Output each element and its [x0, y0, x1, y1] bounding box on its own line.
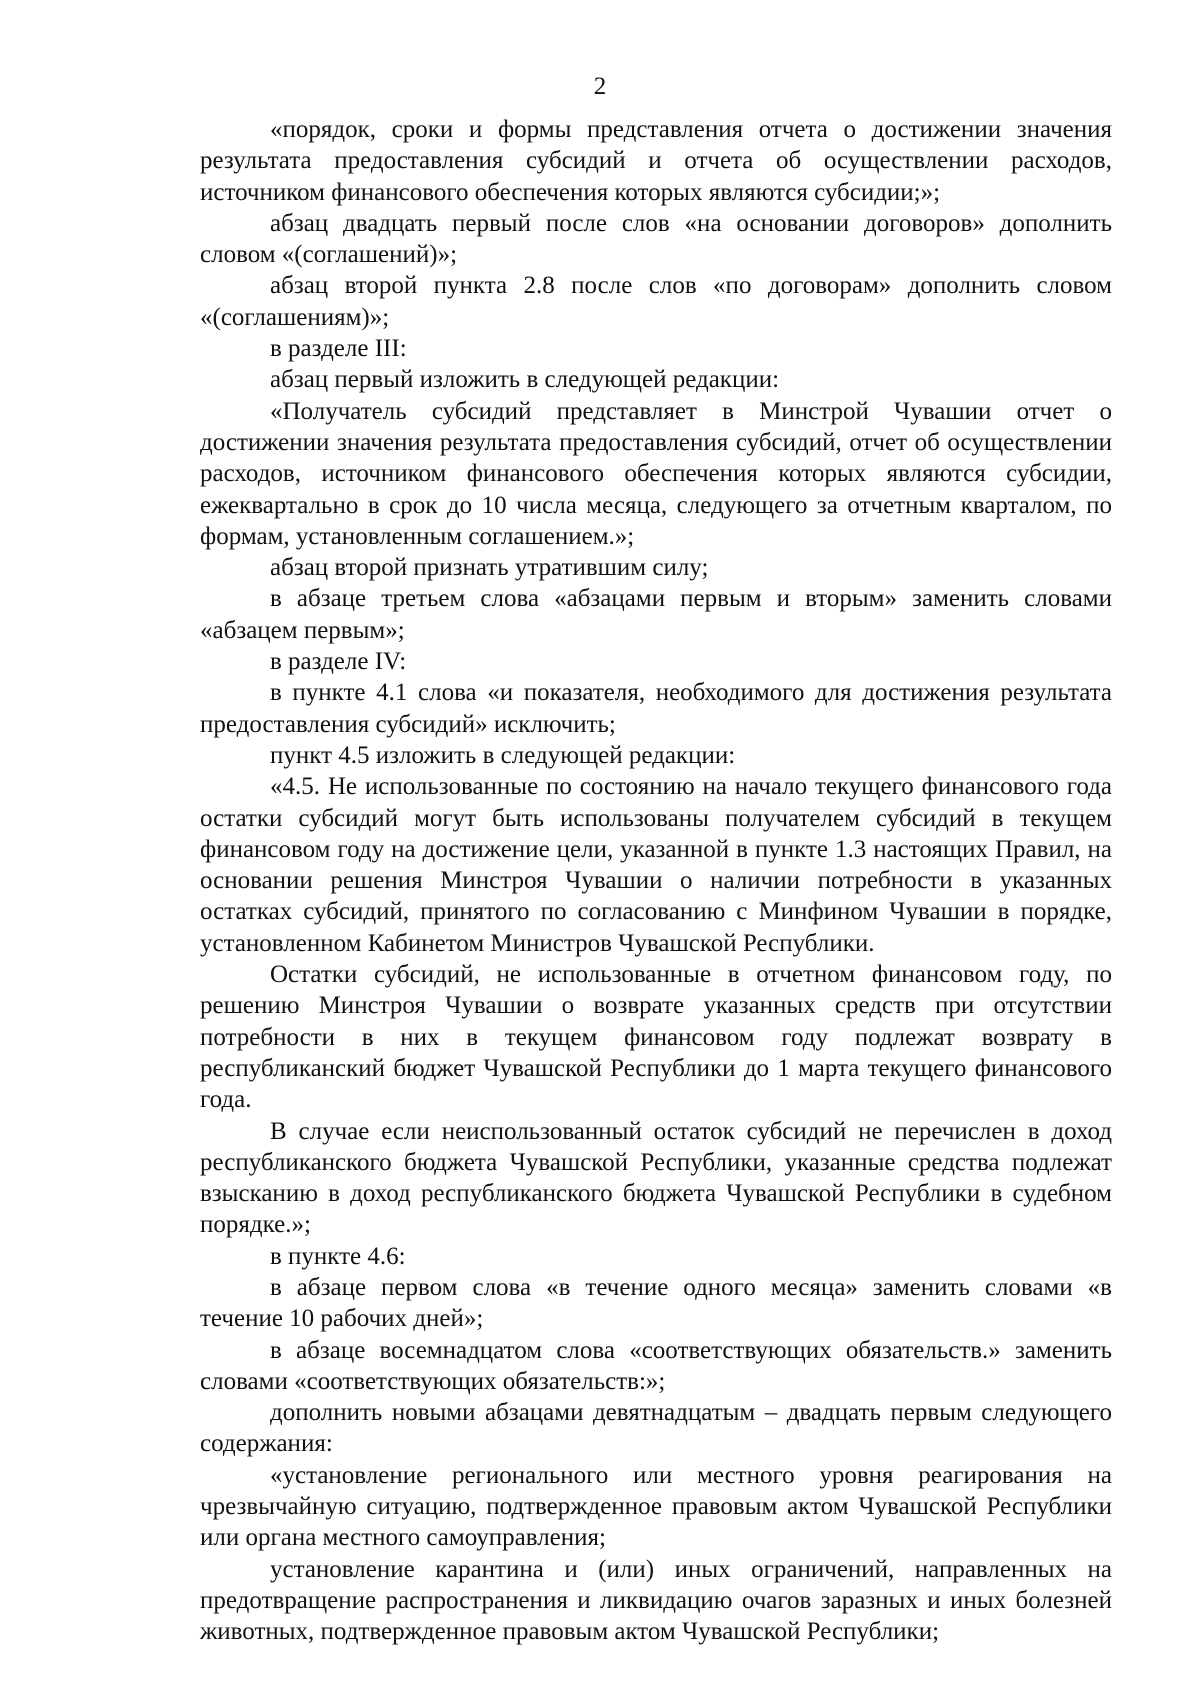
paragraph-15: в пункте 4.6: — [270, 1242, 406, 1270]
paragraph-6: «Получатель субсидий представляет в Минстрой Чувашии отчет о достижении значения результата предоставления субсидий, отчет об осуществлении расходов, источником финансового обеспечения которых являются субсидии, ежеквартально в срок до 10 числа месяца, следующего за отчетным кварталом, по формам, установленным соглашением.»; — [200, 397, 1112, 550]
paragraph-16: в абзаце первом слова «в течение одного месяца» заменить словами «в течение 10 рабочих дней»; — [200, 1273, 1112, 1333]
paragraph-10: в пункте 4.1 слова «и показателя, необходимого для достижения результата предоставления субсидий» исключить; — [200, 679, 1112, 738]
paragraph-19: «установление регионального или местного уровня реагирования на чрезвычайную ситуацию, подтвержденное правовым актом Чувашской Республики или органа местного самоуправления; — [200, 1461, 1112, 1552]
paragraph-18: дополнить новыми абзацами девятнадцатым – двадцать первым следующего содержания: — [200, 1399, 1112, 1458]
paragraph-14: В случае если неиспользованный остаток субсидий не перечислен в доход республиканского бюджета Чувашской Республики, указанные средства подлежат взысканию в доход республиканского бюджета Чувашской Республики в судебном порядке.»; — [200, 1117, 1112, 1239]
page-number: 2 — [593, 73, 607, 100]
paragraph-20: установление карантина и (или) иных ограничений, направленных на предотвращение распространения и ликвидацию очагов заразных и иных болезней животных, подтвержденное правовым актом Чувашской Республики; — [200, 1555, 1112, 1646]
paragraph-3: абзац второй пункта 2.8 после слов «по договорам» дополнить словом «(соглашениям)»; — [200, 272, 1112, 331]
paragraph-17: в абзаце восемнадцатом слова «соответствующих обязательств.» заменить словами «соответствующих обязательств:»; — [200, 1336, 1112, 1395]
paragraph-12: «4.5. Не использованные по состоянию на начало текущего финансового года остатки субсидий могут быть использованы получателем субсидий в текущем финансовом году на достижение цели, указанной в пункте 1.3 настоящих Правил, на основании решения Минстроя Чувашии о наличии потребности в указанных остатках субсидий, принятого по согласованию с Минфином Чувашии в порядке, установленном Кабинетом Министров Чувашской Республики. — [200, 773, 1112, 957]
paragraph-11: пункт 4.5 изложить в следующей редакции: — [270, 741, 736, 769]
paragraph-4: в разделе III: — [270, 335, 407, 363]
paragraph-7: абзац второй признать утратившим силу; — [270, 554, 709, 582]
paragraph-5: абзац первый изложить в следующей редакции: — [270, 366, 780, 394]
document-body — [200, 114, 1112, 1648]
paragraph-9: в разделе IV: — [270, 648, 407, 676]
paragraph-2: абзац двадцать первый после слов «на основании договоров» дополнить словом «(соглашений)»; — [200, 209, 1112, 269]
paragraph-1: «порядок, сроки и формы представления отчета о достижении значения результата предоставления субсидий и отчета об осуществлении расходов, источником финансового обеспечения которых являются субсидии;»; — [200, 116, 1112, 206]
paragraph-13: Остатки субсидий, не использованные в отчетном финансовом году, по решению Минстроя Чувашии о возврате указанных средств при отсутствии потребности в них в текущем финансовом году подлежат возврату в республиканский бюджет Чувашской Республики до 1 марта текущего финансового года. — [200, 961, 1112, 1114]
paragraph-8: в абзаце третьем слова «абзацами первым и вторым» заменить словами «абзацем первым»; — [200, 585, 1112, 644]
